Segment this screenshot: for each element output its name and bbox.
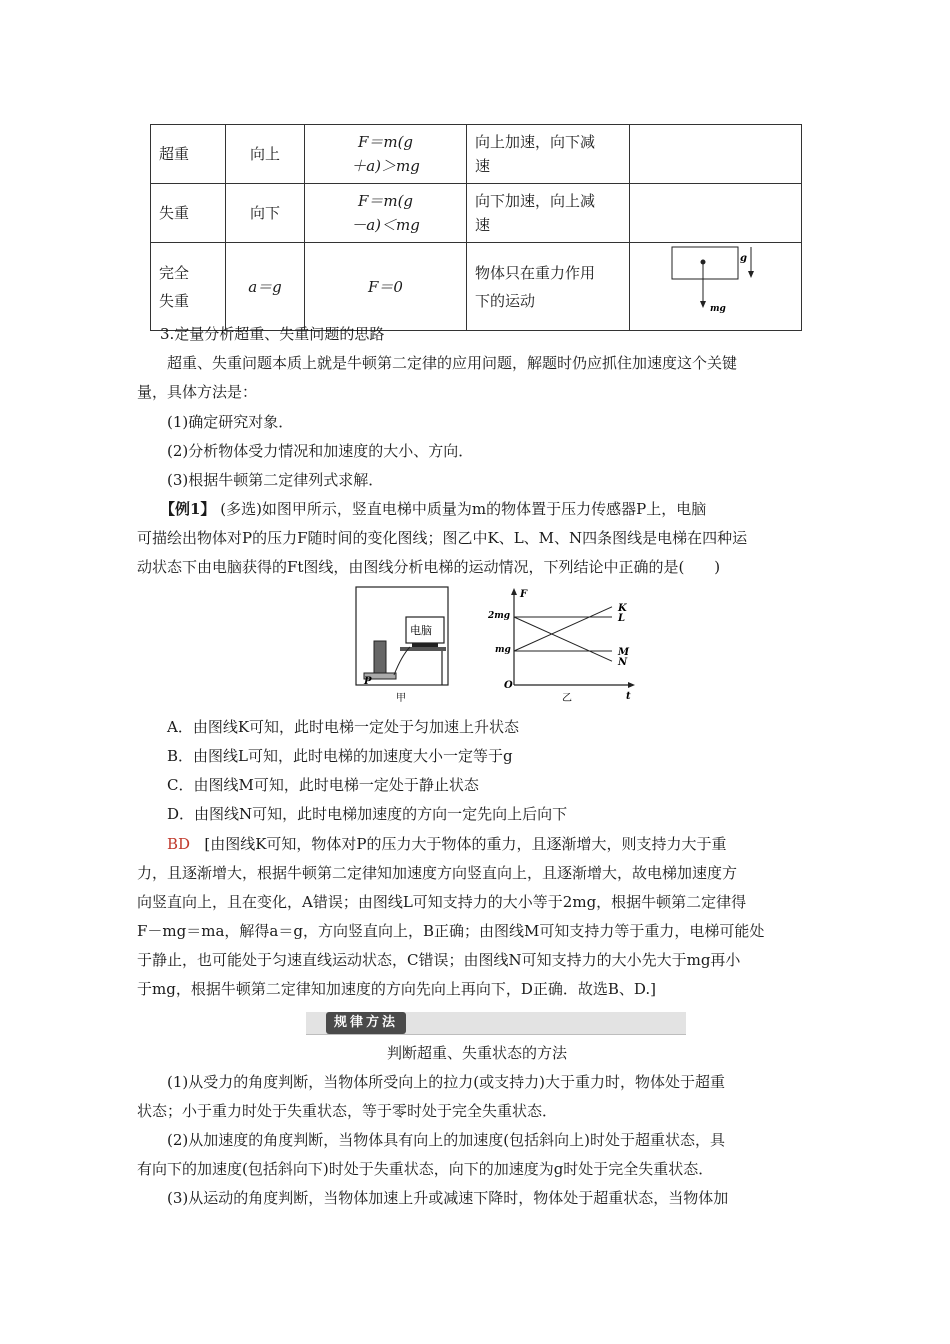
formula-cell	[305, 125, 467, 184]
example-line: 动状态下由电脑获得的Ft图线，由图线分析电梯的运动情况，下列结论中正确的是( )	[137, 558, 721, 576]
method-banner-label: 规律方法	[326, 1012, 406, 1034]
method-line: 有向下的加速度(包括斜向下)时处于失重状态，向下的加速度为g时处于完全失重状态．	[137, 1160, 714, 1178]
state-line: 完全	[159, 263, 190, 282]
y-tick-2mg: 2mg	[488, 611, 511, 621]
answer-line	[167, 830, 817, 859]
origin-label: O	[504, 680, 513, 691]
example-tag: 【例1】	[160, 500, 216, 518]
motion-line: 向上加速，向下减	[475, 133, 596, 151]
step-item: (3)根据牛顿第二定律列式求解．	[167, 471, 384, 489]
y-tick-mg: mg	[495, 645, 511, 655]
answer-line: 于静止，也可能处于匀速直线运动状态，C错误；由图线N可知支持力的大小先大于mg再小	[137, 951, 741, 969]
example-line	[160, 495, 820, 524]
formula-line: －a)＜mg	[351, 216, 420, 234]
answer-line: 力，且逐渐增大，根据牛顿第二定律知加速度方向竖直向上，且逐渐增大，故电梯加速度方	[137, 864, 738, 882]
step-item: (2)分析物体受力情况和加速度的大小、方向．	[167, 442, 474, 460]
g-arrowhead	[748, 271, 754, 278]
formula-line: F＝m(g	[357, 133, 414, 151]
y-axis-arrowhead	[511, 588, 517, 595]
option-a: A．由图线K可知，此时电梯一定处于匀加速上升状态	[167, 718, 520, 736]
series-line-n	[514, 617, 612, 661]
formula-cell: F＝0	[305, 243, 467, 331]
method-line: 状态；小于重力时处于失重状态，等于零时处于完全失重状态．	[137, 1102, 558, 1120]
g-label: g	[739, 253, 747, 264]
series-label-n: N	[618, 657, 628, 669]
series-lines	[514, 603, 630, 668]
motion-line: 速	[475, 157, 491, 175]
empty-cell	[630, 184, 802, 243]
formula-line: ＋a)＞mg	[351, 157, 420, 175]
paragraph: 超重、失重问题本质上就是牛顿第二定律的应用问题，解题时仍应抓住加速度这个关键	[167, 354, 738, 372]
option-b: B．由图线L可知，此时电梯的加速度大小一定等于g	[167, 747, 513, 765]
weight-arrowhead	[700, 301, 706, 308]
computer-label: 电脑	[410, 624, 432, 637]
motion-cell	[467, 184, 630, 243]
sensor-cable	[394, 647, 410, 675]
paragraph: 量，具体方法是：	[137, 383, 258, 401]
ft-graph	[487, 588, 635, 703]
example-figure	[350, 585, 650, 703]
answer-line: 向竖直向上，且在变化，A错误；由图线L可知支持力的大小等于2mg，根据牛顿第二定律得	[137, 893, 747, 911]
x-axis-arrowhead	[628, 682, 635, 688]
table-row	[151, 184, 802, 243]
series-label-k: K	[618, 602, 627, 614]
axis-t-label: t	[626, 691, 631, 702]
motion-line: 下的运动	[475, 291, 536, 310]
direction-cell: 向下	[226, 184, 305, 243]
motion-line: 速	[475, 216, 491, 234]
table-row	[151, 125, 802, 184]
empty-cell	[630, 125, 802, 184]
sensor-label: P	[364, 676, 372, 687]
option-c: C．由图线M可知，此时电梯一定处于静止状态	[167, 776, 479, 794]
motion-line: 向下加速，向上减	[475, 192, 596, 210]
mg-label: mg	[709, 304, 726, 314]
example-line: 可描绘出物体对P的压力F随时间的变化图线；图乙中K、L、M、N四条图线是电梯在四种运	[137, 529, 748, 547]
figure-svg	[350, 585, 650, 703]
step-item: (1)确定研究对象．	[167, 413, 294, 431]
direction-cell: 向上	[226, 125, 305, 184]
mass-block	[374, 641, 386, 673]
yi-caption: 乙	[562, 693, 572, 703]
formula-cell	[305, 184, 467, 243]
answer-line: F－mg＝ma，解得a＝g，方向竖直向上，B正确；由图线M可知支持力等于重力，电梯可能处	[137, 922, 765, 940]
method-line: (2)从加速度的角度判断，当物体具有向上的加速度(包括斜向上)时处于超重状态，具	[167, 1131, 725, 1149]
option-d: D．由图线N可知，此时电梯加速度的方向一定先向上后向下	[167, 805, 568, 823]
series-label-l: L	[618, 613, 626, 624]
state-cell: 超重	[151, 125, 226, 184]
free-fall-diagram-cell	[630, 243, 802, 331]
section-heading: 3.定量分析超重、失重问题的思路	[160, 325, 385, 343]
series-line-k	[514, 607, 612, 651]
method-line: (3)从运动的角度判断，当物体加速上升或减速下降时，物体处于超重状态，当物体加	[167, 1189, 729, 1207]
state-line: 失重	[159, 291, 190, 310]
answer-line: 于mg，根据牛顿第二定律知加速度的方向先向上再向下，D正确．故选B、D.]	[137, 980, 656, 998]
motion-line: 物体只在重力作用	[475, 263, 596, 282]
computer-stand	[412, 643, 438, 647]
axis-f-label: F	[520, 589, 528, 600]
motion-cell	[467, 243, 630, 331]
formula-line: F＝m(g	[357, 192, 414, 210]
motion-cell	[467, 125, 630, 184]
free-fall-diagram	[636, 243, 796, 321]
state-cell: 失重	[151, 184, 226, 243]
method-banner	[306, 1012, 686, 1035]
answer-text: [由图线K可知，物体对P的压力大于物体的重力，且逐渐增大，则支持力大于重	[204, 835, 727, 853]
method-line: (1)从受力的角度判断，当物体所受向上的拉力(或支持力)大于重力时，物体处于超重	[167, 1073, 725, 1091]
jia-caption: 甲	[396, 693, 406, 703]
direction-cell: a＝g	[226, 243, 305, 331]
example-text: (多选)如图甲所示，竖直电梯中质量为m的物体置于压力传感器P上，电脑	[220, 500, 707, 518]
method-title: 判断超重、失重状态的方法	[386, 1044, 567, 1062]
table-row	[151, 243, 802, 331]
answer-key: BD	[167, 835, 191, 853]
series-label-m: M	[618, 647, 630, 658]
state-cell	[151, 243, 226, 331]
weight-state-table	[150, 124, 802, 331]
